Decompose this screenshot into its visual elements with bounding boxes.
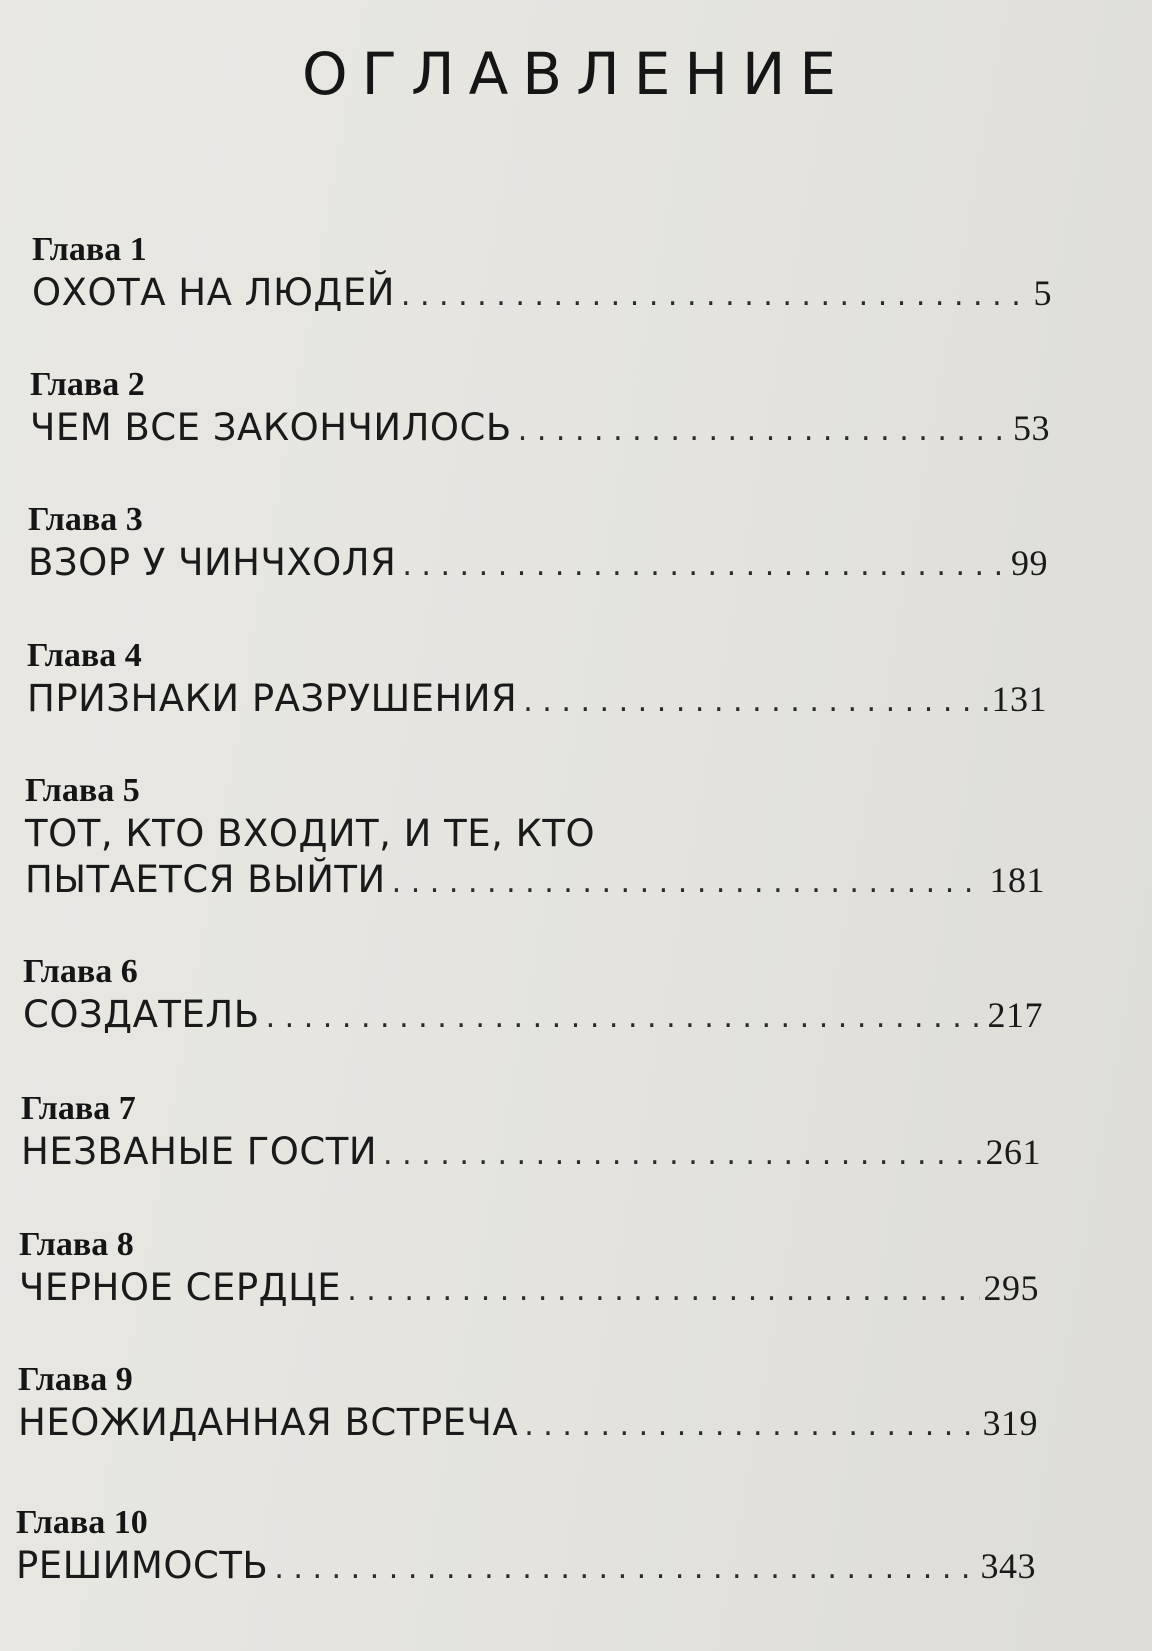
chapter-title-line	[21, 1129, 1041, 1178]
chapter-label: Глава 2	[30, 366, 145, 403]
page-number: 181	[989, 860, 1045, 900]
toc-entry-10	[16, 1503, 1036, 1592]
chapter-title-line	[23, 992, 1043, 1041]
dot-leader	[266, 995, 984, 1041]
chapter-title: РЕШИМОСТЬ	[16, 1544, 269, 1587]
chapter-title-line	[19, 1265, 1039, 1314]
page-number: 343	[980, 1546, 1036, 1586]
chapter-title-line	[16, 1543, 1036, 1592]
chapter-title-line	[32, 270, 1052, 319]
toc-entry-2	[30, 365, 1050, 454]
page-number: 295	[983, 1268, 1039, 1308]
toc-entry-4	[27, 636, 1047, 725]
chapter-title-line	[25, 857, 1045, 906]
chapter-title: ЧЕМ ВСЕ ЗАКОНЧИЛОСЬ	[30, 406, 512, 449]
chapter-label: Глава 3	[28, 501, 143, 538]
chapter-title-line	[18, 1400, 1038, 1449]
chapter-label: Глава 4	[27, 637, 142, 674]
chapter-title: ПРИЗНАКИ РАЗРУШЕНИЯ	[27, 677, 518, 720]
chapter-title: ПЫТАЕТСЯ ВЫЙТИ	[25, 858, 386, 901]
toc-entry-5	[25, 771, 1045, 906]
page-number: 217	[987, 995, 1043, 1035]
chapter-title: ВЗОР У ЧИНЧХОЛЯ	[28, 541, 397, 584]
toc-entry-8	[19, 1225, 1039, 1314]
chapter-title: СОЗДАТЕЛЬ	[23, 993, 260, 1036]
page-title: ОГЛАВЛЕНИЕ	[301, 40, 850, 108]
page-number: 261	[985, 1132, 1041, 1172]
page-number: 53	[1013, 408, 1050, 448]
dot-leader	[274, 1546, 976, 1592]
dot-leader	[402, 543, 1007, 589]
toc-entry-1	[32, 230, 1052, 319]
page-number: 99	[1011, 543, 1048, 583]
toc-entry-9	[18, 1360, 1038, 1449]
dot-leader	[524, 1403, 978, 1449]
chapter-title: НЕЗВАНЫЕ ГОСТИ	[21, 1130, 378, 1173]
chapter-label: Глава 6	[23, 953, 138, 990]
dot-leader	[523, 679, 987, 725]
chapter-label: Глава 1	[32, 231, 147, 268]
page-number: 319	[982, 1403, 1038, 1443]
chapter-label: Глава 10	[16, 1504, 148, 1541]
chapter-title-line	[30, 405, 1050, 454]
chapter-title: ЧЕРНОЕ СЕРДЦЕ	[19, 1266, 342, 1309]
dot-leader	[347, 1268, 979, 1314]
chapter-title: ТОТ, КТО ВХОДИТ, И ТЕ, КТО	[25, 812, 596, 855]
dot-leader	[518, 408, 1009, 454]
chapter-label: Глава 5	[25, 772, 140, 809]
chapter-title-line	[27, 676, 1047, 725]
toc-entry-3	[28, 500, 1048, 589]
chapter-title-line	[28, 540, 1048, 589]
chapter-title-line	[25, 811, 1045, 857]
chapter-title: ОХОТА НА ЛЮДЕЙ	[32, 271, 395, 314]
dot-leader	[392, 860, 986, 906]
chapter-label: Глава 9	[18, 1361, 133, 1398]
dot-leader	[401, 273, 1030, 319]
chapter-label: Глава 8	[19, 1226, 134, 1263]
chapter-title: НЕОЖИДАННАЯ ВСТРЕЧА	[18, 1401, 519, 1444]
page-number: 131	[991, 679, 1047, 719]
toc-entry-7	[21, 1089, 1041, 1178]
toc-entry-6	[23, 952, 1043, 1041]
dot-leader	[383, 1132, 981, 1178]
page-number: 5	[1033, 273, 1052, 313]
chapter-label: Глава 7	[21, 1090, 136, 1127]
